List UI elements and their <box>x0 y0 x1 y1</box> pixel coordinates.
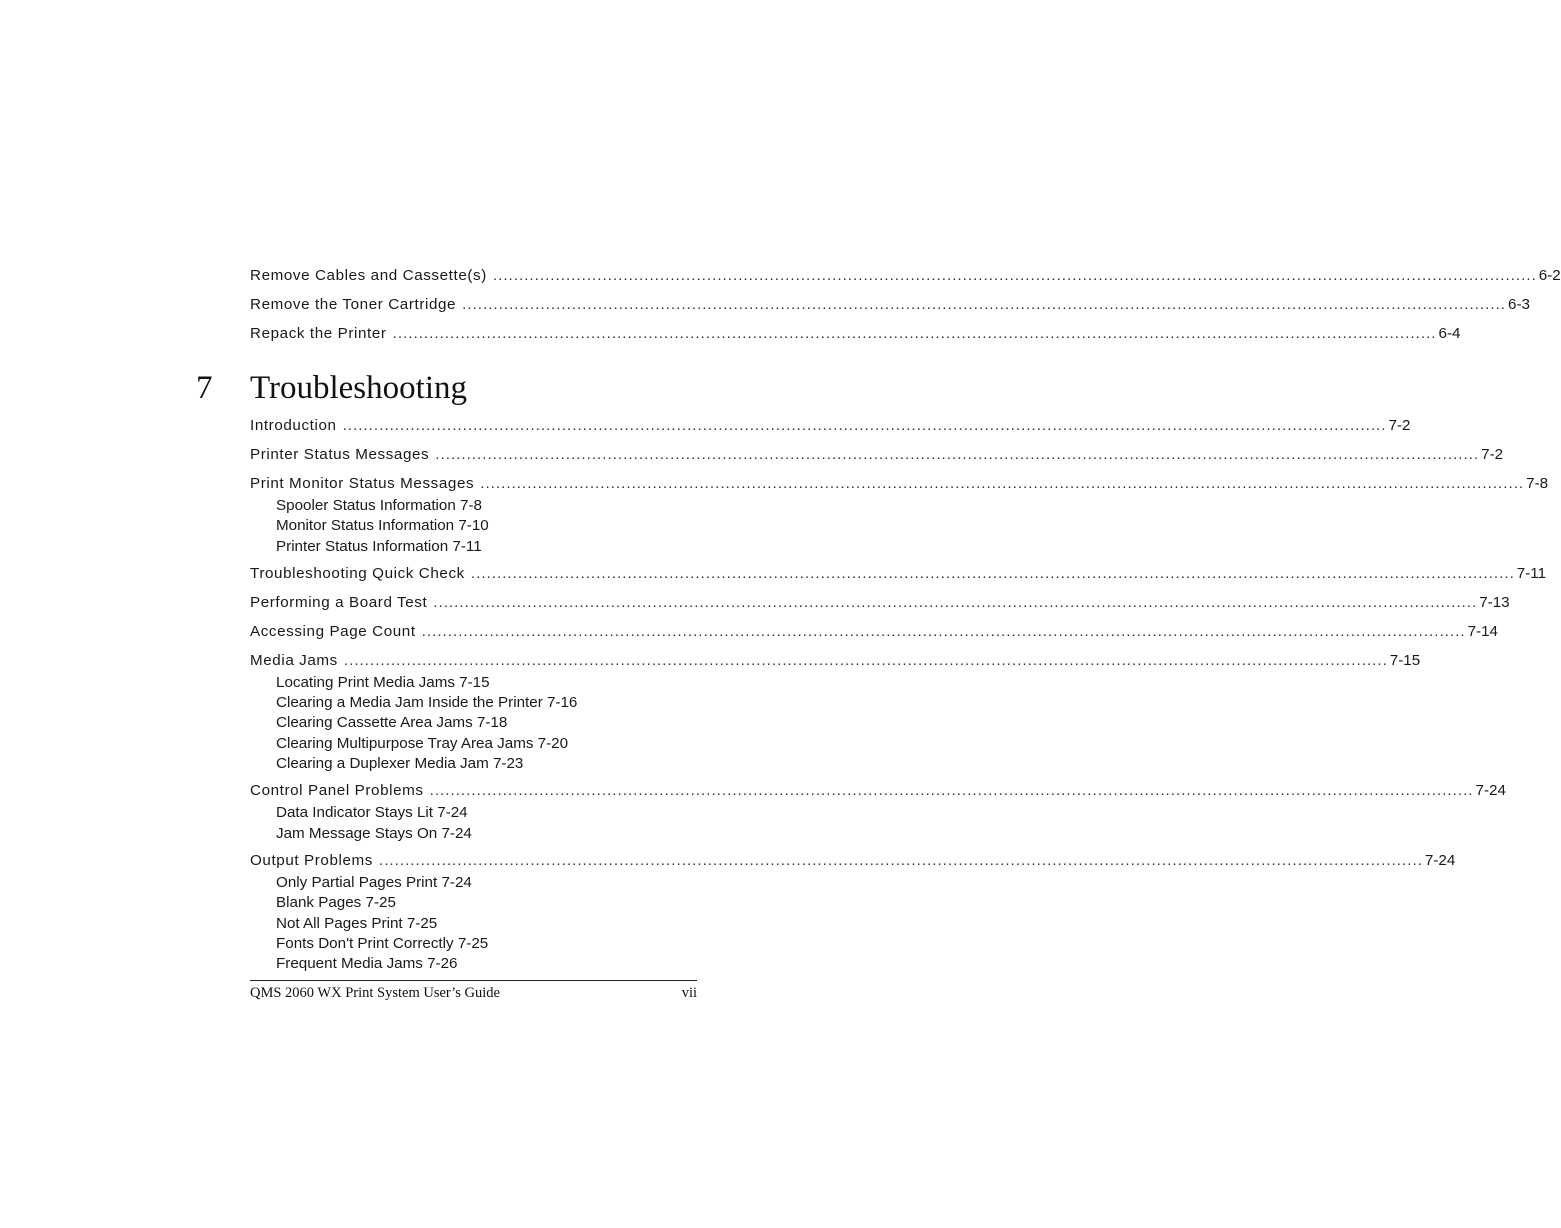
toc-entry-row[interactable] <box>250 414 1411 438</box>
toc-entry-row[interactable] <box>250 562 1547 586</box>
toc-subentry[interactable]: Printer Status Information 7-11 <box>276 537 482 555</box>
toc-subentry[interactable]: Only Partial Pages Print 7-24 <box>276 873 472 891</box>
toc-entry-page: 7-8 <box>1526 475 1549 492</box>
toc-entry <box>250 649 1421 774</box>
toc-leader-dots: ........................................................................................................................................................................................................ <box>462 296 1507 313</box>
toc-entry-row[interactable] <box>250 620 1498 644</box>
toc-entry <box>250 322 1461 346</box>
toc-entry-row[interactable] <box>250 849 1456 873</box>
toc-entry <box>250 562 1547 586</box>
toc-entry-label: Control Panel Problems <box>250 782 424 800</box>
toc-chapter-entries <box>250 414 1549 979</box>
toc-entry-row[interactable] <box>250 779 1506 803</box>
toc-entry-row[interactable] <box>250 472 1549 496</box>
toc-subentry[interactable]: Spooler Status Information 7-8 <box>276 497 482 514</box>
toc-entry <box>250 443 1504 467</box>
toc-entry-label: Accessing Page Count <box>250 622 416 640</box>
toc-subentry[interactable]: Clearing Multipurpose Tray Area Jams 7-20 <box>276 734 569 752</box>
chapter-number: 7 <box>196 370 213 406</box>
toc-entry <box>250 293 1530 317</box>
toc-entry <box>250 779 1506 844</box>
chapter-title: Troubleshooting <box>250 370 467 406</box>
toc-entry-label: Media Jams <box>250 651 338 669</box>
toc-leader-dots: ........................................................................................................................................................................................................ <box>421 622 1466 640</box>
toc-entry-page: 6-2 <box>1538 267 1561 284</box>
toc-subentries <box>250 803 697 844</box>
toc-entry-row[interactable] <box>250 264 1561 288</box>
toc-entry-page: 6-4 <box>1438 325 1461 342</box>
toc-entry <box>250 472 1549 557</box>
toc-entry-page: 7-24 <box>1475 782 1506 800</box>
toc-entry-row[interactable] <box>250 591 1510 615</box>
toc-previous-chapter <box>250 264 1561 351</box>
toc-entry-page: 7-15 <box>1389 651 1421 669</box>
toc-entry-page: 7-11 <box>1516 564 1547 582</box>
toc-leader-dots: ........................................................................................................................................................................................................ <box>480 475 1525 492</box>
toc-entry-label: Troubleshooting Quick Check <box>250 564 465 582</box>
toc-leader-dots: ........................................................................................................................................................................................................ <box>435 446 1480 463</box>
toc-leader-dots: ........................................................................................................................................................................................................ <box>378 851 1423 869</box>
toc-entry-label: Print Monitor Status Messages <box>250 475 475 492</box>
footer-title: QMS 2060 WX Print System User’s Guide <box>250 985 500 1001</box>
toc-entry-label: Performing a Board Test <box>250 593 428 611</box>
toc-subentries <box>250 496 697 557</box>
toc-subentry[interactable]: Clearing a Media Jam Inside the Printer 7-16 <box>276 694 578 712</box>
toc-entry-label: Output Problems <box>250 851 373 869</box>
toc-leader-dots: ........................................................................................................................................................................................................ <box>342 417 1387 434</box>
toc-entry-label: Introduction <box>250 417 337 434</box>
toc-entry-page: 6-3 <box>1508 296 1530 313</box>
toc-entry-label: Remove Cables and Cassette(s) <box>250 267 487 284</box>
toc-leader-dots: ........................................................................................................................................................................................................ <box>433 593 1478 611</box>
toc-leader-dots: ........................................................................................................................................................................................................ <box>343 651 1388 669</box>
toc-entry-row[interactable] <box>250 649 1421 673</box>
footer-page-number: vii <box>681 985 697 1001</box>
toc-subentry[interactable]: Monitor Status Information 7-10 <box>276 517 489 535</box>
toc-entry-row[interactable] <box>250 293 1530 317</box>
toc-entry-row[interactable] <box>250 322 1461 346</box>
toc-leader-dots: ........................................................................................................................................................................................................ <box>392 325 1437 342</box>
toc-leader-dots: ........................................................................................................................................................................................................ <box>492 267 1537 284</box>
toc-subentry[interactable]: Fonts Don't Print Correctly 7-25 <box>276 934 489 952</box>
toc-entry <box>250 414 1411 438</box>
toc-subentry[interactable]: Clearing Cassette Area Jams 7-18 <box>276 714 508 732</box>
toc-subentry[interactable]: Frequent Media Jams 7-26 <box>276 955 458 973</box>
toc-subentry[interactable]: Not All Pages Print 7-25 <box>276 914 438 932</box>
toc-entry-label: Repack the Printer <box>250 325 387 342</box>
toc-leader-dots: ........................................................................................................................................................................................................ <box>429 782 1474 800</box>
toc-subentry[interactable]: Blank Pages 7-25 <box>276 894 396 912</box>
toc-entry <box>250 849 1456 974</box>
page-footer <box>250 985 697 1002</box>
toc-entry <box>250 264 1561 288</box>
toc-entry-page: 7-2 <box>1388 417 1411 434</box>
toc-leader-dots: ........................................................................................................................................................................................................ <box>470 564 1515 582</box>
toc-entry-row[interactable] <box>250 443 1504 467</box>
toc-subentry[interactable]: Locating Print Media Jams 7-15 <box>276 673 490 691</box>
toc-entry-page: 7-14 <box>1467 622 1498 640</box>
toc-entry-label: Remove the Toner Cartridge <box>250 296 457 313</box>
footer-rule <box>250 980 697 981</box>
toc-entry <box>250 620 1498 644</box>
toc-entry-page: 7-24 <box>1424 851 1456 869</box>
toc-subentries <box>250 673 697 774</box>
toc-subentries <box>250 873 697 974</box>
toc-subentry[interactable]: Clearing a Duplexer Media Jam 7-23 <box>276 755 524 773</box>
toc-subentry[interactable]: Jam Message Stays On 7-24 <box>276 824 472 842</box>
chapter-heading <box>196 366 467 410</box>
toc-subentry[interactable]: Data Indicator Stays Lit 7-24 <box>276 804 468 822</box>
toc-entry-label: Printer Status Messages <box>250 446 430 463</box>
toc-entry-page: 7-13 <box>1479 593 1510 611</box>
toc-entry <box>250 591 1510 615</box>
toc-entry-page: 7-2 <box>1481 446 1504 463</box>
